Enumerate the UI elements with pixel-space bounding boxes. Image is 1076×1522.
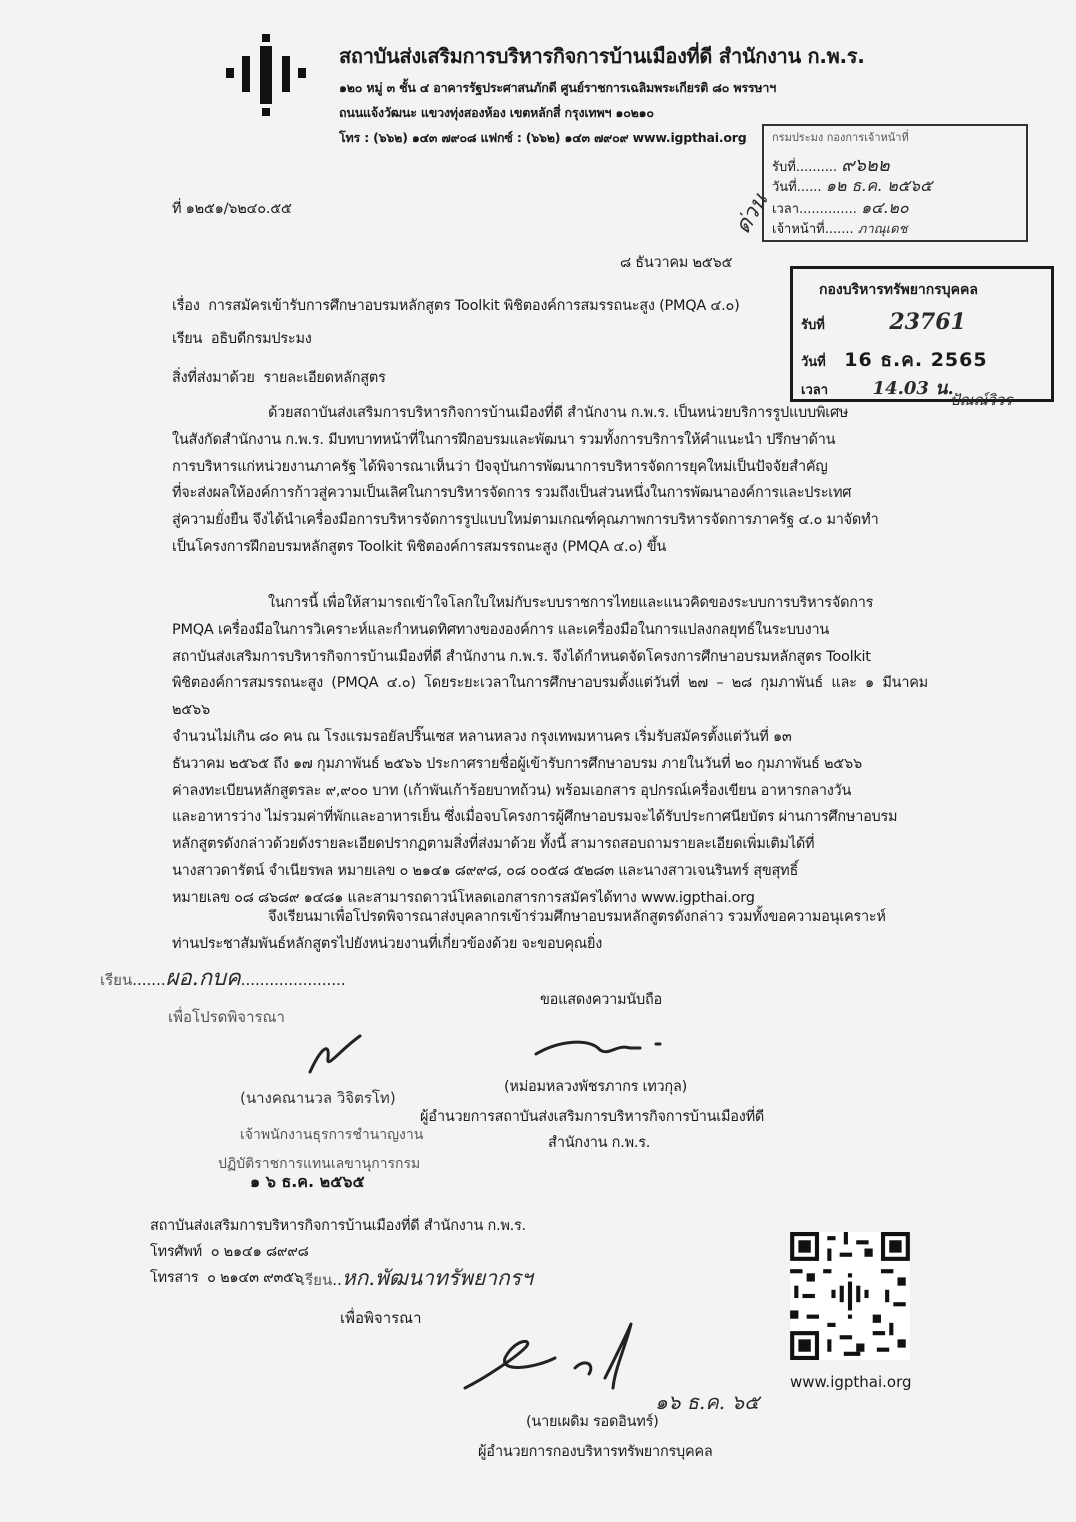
- receive-label-4: เจ้าหน้าที่: [772, 222, 825, 237]
- qr-code: [790, 1232, 910, 1360]
- footer-fax-value: ๐ ๒๑๔๓ ๙๓๕๖: [207, 1270, 303, 1286]
- para2-line: PMQA เครื่องมือในการวิเคราะห์และกำหนดทิศทางขององค์การ และเครื่องมือในการแปลงกลยุทธ์ในระบบงาน: [172, 621, 830, 638]
- footer-phone: [150, 1240, 309, 1263]
- para2-line: ธันวาคม ๒๕๖๕ ถึง ๑๗ กุมภาพันธ์ ๒๕๖๖ ประกาศรายชื่อผู้เข้ารับการศึกษาอบรม ภายในวันที่ ๒๐ กุมภาพันธ์ ๒๕๖๖: [172, 755, 862, 772]
- reference-number: ที่ ๑๒๕๑/๖๒๔๐.๕๕: [172, 201, 292, 217]
- address-line-2: ถนนแจ้งวัฒนะ แขวงทุ่งสองห้อง เขตหลักสี่ กรุงเทพฯ ๑๐๒๑๐: [339, 105, 654, 120]
- final-signer-position: ผู้อำนวยการกองบริหารทรัพยากรบุคคล: [478, 1444, 713, 1460]
- igp-logo: [224, 34, 308, 124]
- para1-line: ที่จะส่งผลให้องค์การก้าวสู่ความเป็นเลิศในการบริหารจัดการ รวมถึงเป็นส่วนหนึ่งในการพัฒนาองค์การและประเทศ: [172, 485, 852, 502]
- subject-line: [172, 294, 740, 317]
- letter-date: ๘ ธันวาคม ๒๕๖๕: [620, 255, 733, 271]
- handnote-2-value: หก.พัฒนาทรัพยากรฯ: [341, 1266, 533, 1290]
- final-date: ๑๖ ธ.ค. ๖๕: [655, 1390, 760, 1414]
- handnote-1-label: เรียน: [100, 971, 133, 989]
- director-signature: [530, 1030, 670, 1066]
- paragraph-3: [172, 904, 928, 958]
- footer-fax-label: โทรสาร: [150, 1270, 199, 1286]
- footer-phone-label: โทรศัพท์: [150, 1244, 202, 1260]
- paragraph-1: [172, 400, 928, 561]
- para1-line: ด้วยสถาบันส่งเสริมการบริหารกิจการบ้านเมืองที่ดี สำนักงาน ก.พ.ร. เป็นหน่วยบริการรูปแบบพิเศษ: [268, 405, 849, 421]
- hr-label-3: เวลา: [801, 383, 829, 398]
- para2-line: ในการนี้ เพื่อให้สามารถเข้าใจโลกใบใหม่กับระบบราชการไทยและแนวคิดของระบบการบริหารจัดการ: [268, 595, 874, 611]
- officer-date: ๑ ๖ ธ.ค. ๒๕๖๕: [250, 1172, 365, 1191]
- signer-position-1: ผู้อำนวยการสถาบันส่งเสริมการบริหารกิจการบ้านเมืองที่ดี: [420, 1109, 765, 1125]
- address-line-1: ๑๒๐ หมู่ ๓ ชั้น ๔ อาคารรัฐประศาสนภักดี ศูนย์ราชการเฉลิมพระเกียรติ ๘๐ พรรษาฯ: [339, 80, 777, 95]
- handnote-1-value: ผอ.กบค: [165, 966, 241, 991]
- signer-position-2: สำนักงาน ก.พ.ร.: [548, 1135, 651, 1151]
- hr-label-1: รับที่: [801, 318, 825, 333]
- handnote-2: เรียน..หก.พัฒนาทรัพยากรฯ: [300, 1266, 533, 1290]
- receive-number: ๙๖๒๒: [841, 155, 890, 176]
- closing: ขอแสดงความนับถือ: [540, 992, 662, 1008]
- to-label: เรียน: [172, 331, 203, 347]
- handnote-2-label: เรียน: [300, 1271, 333, 1289]
- receive-officer: ภาณุเดช: [857, 222, 908, 237]
- attachment-label: สิ่งที่ส่งมาด้วย: [172, 370, 255, 386]
- para1-line: การบริหารแก่หน่วยงานภาครัฐ ได้พิจารณาเห็นว่า ปัจจุบันการพัฒนาการบริหารจัดการยุคใหม่เป็นปัจจัยสำคัญ: [172, 458, 828, 475]
- attachment-line: [172, 366, 386, 389]
- phone-line: โทร : (๖๖๒) ๑๔๓ ๗๙๐๘ แฟกซ์ : (๖๖๒) ๑๔๓ ๗๙๐๙ www.igpthai.org: [339, 130, 747, 145]
- subject-label: เรื่อง: [172, 298, 200, 314]
- para1-line: เป็นโครงการฝึกอบรมหลักสูตร Toolkit พิชิตองค์การสมรรถนะสูง (PMQA ๔.๐) ขึ้น: [172, 538, 667, 555]
- handnote-1-line2: เพื่อโปรดพิจารณา: [168, 1008, 285, 1026]
- para3-line: ท่านประชาสัมพันธ์หลักสูตรไปยังหน่วยงานที่เกี่ยวข้องด้วย จะขอบคุณยิ่ง: [172, 935, 603, 952]
- subject-text: การสมัครเข้ารับการศึกษาอบรมหลักสูตร Toolkit พิชิตองค์การสมรรถนะสูง (PMQA ๔.๐): [208, 298, 740, 314]
- hr-date: 16 ธ.ค. 2565: [844, 349, 988, 371]
- para2-line: ค่าลงทะเบียนหลักสูตรละ ๙,๙๐๐ บาท (เก้าพันเก้าร้อยบาทถ้วน) พร้อมเอกสาร อุปกรณ์เครื่องเขียน อาหารกลางวัน: [172, 782, 852, 799]
- hr-number: 23761: [889, 309, 966, 335]
- handnote-1: เรียน.......ผอ.กบค......................: [100, 966, 346, 991]
- attachment-text: รายละเอียดหลักสูตร: [263, 370, 386, 386]
- signer-name: (หม่อมหลวงพัชรภากร เทวกุล): [504, 1079, 687, 1095]
- final-signer-name: (นายเผดิม รอดอินทร์): [526, 1414, 659, 1430]
- para2-line: และอาหารว่าง ไม่รวมค่าที่พักและอาหารเย็น ซึ่งเมื่อจบโครงการผู้ศึกษาอบรมจะได้รับประกาศนียบัตร ผ่านการศึกษาอบรม: [172, 809, 898, 826]
- para1-line: สู่ความยั่งยืน จึงได้นำเครื่องมือการบริหารจัดการรูปแบบใหม่ตามเกณฑ์คุณภาพการบริหารจัดการภาครัฐ ๔.๐ มาจัดทำ: [172, 512, 879, 529]
- para2-line: สถาบันส่งเสริมการบริหารกิจการบ้านเมืองที่ดี สำนักงาน ก.พ.ร. จึงได้กำหนดจัดโครงการศึกษาอบรมหลักสูตร Toolkit: [172, 648, 871, 665]
- para2-line: หลักสูตรดังกล่าวด้วยดังรายละเอียดปรากฏตามสิ่งที่ส่งมาด้วย ทั้งนี้ สามารถสอบถามรายละเอียดเพิ่มเติมได้ที่: [172, 836, 815, 853]
- to-text: อธิบดีกรมประมง: [210, 331, 312, 347]
- receive-label-2: วันที่: [772, 180, 797, 195]
- urgent-note: ด่วน: [730, 189, 773, 239]
- footer-website: www.igpthai.org: [790, 1373, 912, 1391]
- para2-line: จำนวนไม่เกิน ๘๐ คน ณ โรงแรมรอยัลปริ๊นเซส หลานหลวง กรุงเทพมหานคร เริ่มรับสมัครตั้งแต่วันที่ ๑๓: [172, 728, 792, 745]
- hr-stamp-title: กองบริหารทรัพยากรบุคคล: [819, 282, 978, 298]
- officer-signature: [300, 1030, 370, 1080]
- hr-stamp: [790, 266, 1054, 402]
- footer-phone-value: ๐ ๒๑๔๑ ๘๙๙๘: [210, 1244, 309, 1260]
- para2-line: นางสาวดารัตน์ จำเนียรพล หมายเลข ๐ ๒๑๔๑ ๘๙๙๘, ๐๘ ๐๐๕๘ ๕๒๘๓ และนางสาวเจนรินทร์ สุขสุทธิ์: [172, 862, 799, 879]
- para1-line: ในสังกัดสำนักงาน ก.พ.ร. มีบทบาทหน้าที่ในการฝึกอบรมและพัฒนา รวมทั้งการบริการให้คำแนะนำ ปรึกษาด้าน: [172, 431, 836, 448]
- receive-label-3: เวลา: [772, 202, 800, 217]
- para2-line: พิชิตองค์การสมรรถนะสูง (PMQA ๔.๐) โดยระยะเวลาในการศึกษาอบรมตั้งแต่วันที่ ๒๗ – ๒๘ กุมภาพันธ์ และ ๑ มีนาคม ๒๕๖๖: [172, 675, 928, 719]
- org-name: สถาบันส่งเสริมการบริหารกิจการบ้านเมืองที่ดี สำนักงาน ก.พ.ร.: [339, 44, 865, 68]
- hr-time: 14.03 น.: [872, 378, 954, 399]
- receive-stamp: กรมประมง กองการเจ้าหน้าที่ รับที่.......... ๙๖๒๒ วันที่...... ๑๒ ธ.ค. ๒๕๖๕ เวลา.............. ๑๔.๒๐ เจ้าหน้าที่....... ภาณุเดช: [762, 124, 1028, 242]
- footer-fax: [150, 1266, 303, 1289]
- paragraph-2: [172, 590, 928, 912]
- to-line: [172, 327, 312, 350]
- footer-org: สถาบันส่งเสริมการบริหารกิจการบ้านเมืองที่ดี สำนักงาน ก.พ.ร.: [150, 1218, 526, 1234]
- receive-label-1: รับที่: [772, 160, 796, 175]
- receive-date: ๑๒ ธ.ค. ๒๕๖๕: [825, 176, 933, 195]
- receive-time: ๑๔.๒๐: [861, 198, 909, 217]
- para2-line: หมายเลข ๐๘ ๘๖๘๙ ๑๔๘๑ และสามารถดาวน์โหลดเอกสารการสมัครได้ทาง www.igpthai.org: [172, 889, 755, 906]
- handnote-2-line2: เพื่อพิจารณา: [340, 1309, 422, 1327]
- hr-stamp-signer: ปัณณ์วิวร: [950, 391, 1013, 409]
- hr-label-2: วันที่: [801, 355, 826, 370]
- receive-stamp-header: กรมประมง กองการเจ้าหน้าที่: [772, 131, 909, 144]
- officer-position-2: ปฏิบัติราชการแทนเลขานุการกรม: [218, 1156, 421, 1172]
- para3-line: จึงเรียนมาเพื่อโปรดพิจารณาส่งบุคลากรเข้าร่วมศึกษาอบรมหลักสูตรดังกล่าว รวมทั้งขอความอนุเคราะห์: [268, 909, 886, 925]
- officer-name: (นางคณานวล วิจิตรโท): [240, 1089, 396, 1107]
- officer-position-1: เจ้าพนักงานธุรการชำนาญงาน: [240, 1127, 424, 1143]
